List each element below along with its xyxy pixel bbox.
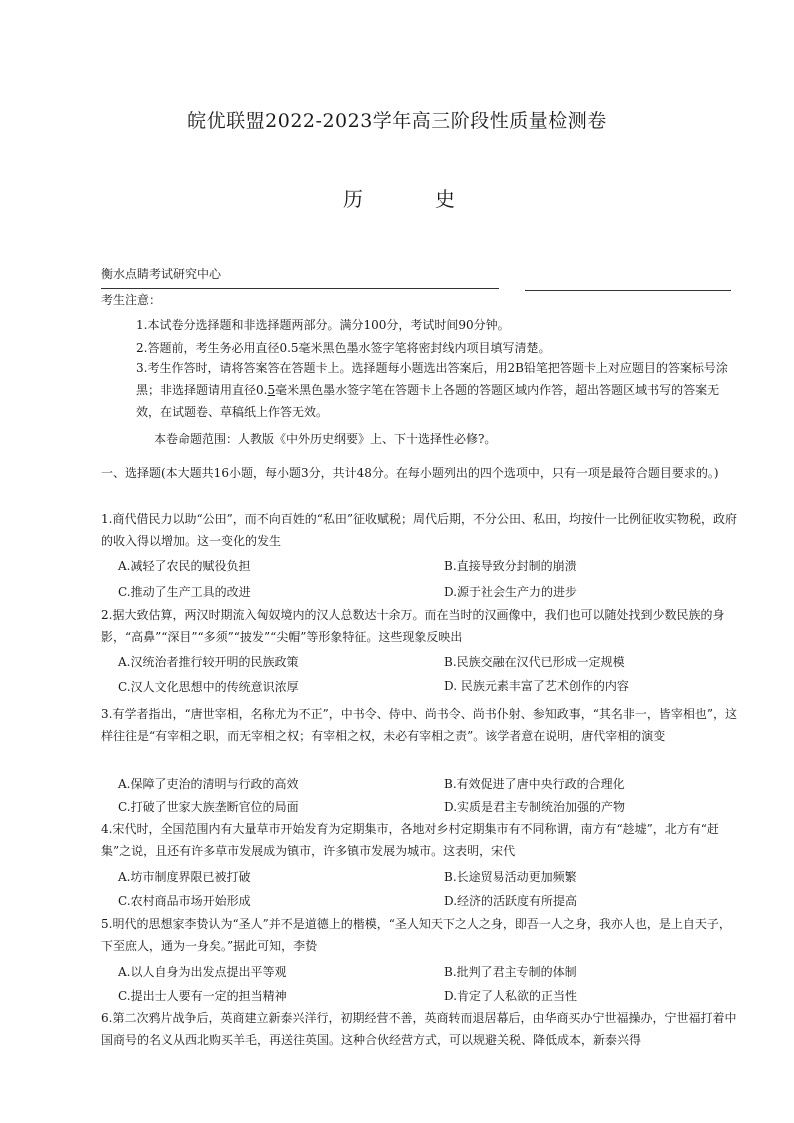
question-1-stem: 1.商代借民力以助“公田”，而不向百姓的“私田”征收赋税；周代后期，不分公田、私田，均按什一比例征收实物税，政府的收入得以增加。这一变化的发生 xyxy=(101,512,737,548)
question-5-option-b: B.批判了君主专制的体制 xyxy=(444,965,577,979)
question-2-option-a: A.汉统治者推行较开明的民族政策 xyxy=(118,655,299,669)
question-2-option-c: C.汉人文化思想中的传统意识浓厚 xyxy=(118,680,299,694)
notice-item-2: 2.答题前，考生务必用直径0.5毫米黑色墨水签字笔将密封线内项目填写清楚。 xyxy=(136,341,551,355)
question-4-option-a: A.坊市制度界限已被打破 xyxy=(118,870,251,884)
notice-item-3 xyxy=(136,357,741,423)
exam-title: 皖优联盟2022-2023学年高三阶段性质量检测卷 xyxy=(187,110,607,132)
question-4-option-d: D.经济的活跃度有所提高 xyxy=(444,894,578,908)
divider-left xyxy=(101,288,499,289)
question-3-option-b: B.有效促进了唐中央行政的合理化 xyxy=(444,777,625,791)
notice-item-3-part-c: 毫米黑色墨水签字笔在答题卡上各题的答题区域内作答，超出答题区域书写的答案无效，在试题卷、草稿纸上作答无效。 xyxy=(136,383,720,419)
question-2-option-b: B.民族交融在汉代已形成一定规模 xyxy=(444,655,625,669)
divider-right xyxy=(525,290,731,291)
notice-item-3-underlined: 5 xyxy=(267,383,276,397)
question-5-option-c: C.提出士人要有一定的担当精神 xyxy=(118,989,287,1003)
question-5-option-d: D.肯定了人私欲的正当性 xyxy=(444,989,578,1003)
question-3-option-d: D.实质是君主专制统治加强的产物 xyxy=(444,800,626,814)
question-1-option-d: D.源于社会生产力的进步 xyxy=(444,585,578,599)
question-2-option-d: D. 民族元素丰富了艺术创作的内容 xyxy=(444,679,629,693)
notice-heading: 考生注意： xyxy=(101,293,162,307)
question-4-stem: 4.宋代时，全国范围内有大量草市开始发育为定期集市，各地对乡村定期集市有不同称谓，南方有“趁墟”，北方有“赶集”之说，且还有许多草市发展成为镇市，许多镇市发展为城市。这表明，宋代 xyxy=(101,822,719,858)
question-6-stem: 6.第二次鸦片战争后，英商建立新泰兴洋行，初期经营不善，英商转而退居幕后，由华商买办宁世福操办，宁世福打着中国商号的名义从西北购买羊毛，再送往英国。这种合伙经营方式，可以规避关税、降低成本，新泰兴得 xyxy=(101,1011,737,1047)
question-1-option-b: B.直接导致分封制的崩溃 xyxy=(444,559,577,573)
subject-char-2: 史 xyxy=(435,187,455,211)
question-4-option-c: C.农村商品市场开始形成 xyxy=(118,894,251,908)
question-2-stem: 2.据大致估算，两汉时期流入匈奴境内的汉人总数达十余万。而在当时的汉画像中，我们也可以随处找到少数民族的身影，“高鼻”“深目”“多须”“披发”“尖帽”等形象特征。这些现象反映出 xyxy=(101,608,725,644)
notice-item-3-part-a: 3.考生作答时，请将答案答在答题卡上。选择题每小题选出答案后，用2B铅笔把答题卡上对应题目的答案标号涂黑；非选择题请用直径0. xyxy=(136,361,728,397)
notice-item-1: 1.本试卷分选择题和非选择题两部分。满分100分，考试时间90分钟。 xyxy=(136,318,510,332)
question-1-option-a: A.减轻了农民的赋役负担 xyxy=(118,559,251,573)
question-3-option-c: C.打破了世家大族垄断官位的局面 xyxy=(118,800,299,814)
subject-char-1: 历 xyxy=(343,187,363,211)
question-5-stem: 5.明代的思想家李贽认为“圣人”并不是道德上的楷模，“圣人知天下之人之身，即吾一人之身，我亦人也，是上自天子，下至庶人，通为一身矣。”据此可知，李贽 xyxy=(101,917,731,953)
section-intro: 一、选择题(本大题共16小题，每小题3分，共计48分。在每小题列出的四个选项中，只有一项是最符合题目要求的。) xyxy=(101,466,719,480)
organization: 衡水点睛考试研究中心 xyxy=(101,267,222,281)
question-5-option-a: A.以人自身为出发点提出平等观 xyxy=(118,965,287,979)
question-3-stem: 3.有学者指出，“唐世宰相，名称尤为不正”，中书令、侍中、尚书令、尚书仆射、参知政事，“其名非一，皆宰相也”，这样往往是“有宰相之职，而无宰相之权；有宰相之权，未必有宰相之责”。该学者意在说明，唐代宰相的演变 xyxy=(101,707,737,743)
exam-scope: 本卷命题范围：人教版《中外历史纲要》上、下十选择性必修?。 xyxy=(154,432,497,446)
question-1-option-c: C.推动了生产工具的改进 xyxy=(118,585,251,599)
question-3-option-a: A.保障了吏治的清明与行政的高效 xyxy=(118,777,299,791)
question-4-option-b: B.长途贸易活动更加频繁 xyxy=(444,870,577,884)
